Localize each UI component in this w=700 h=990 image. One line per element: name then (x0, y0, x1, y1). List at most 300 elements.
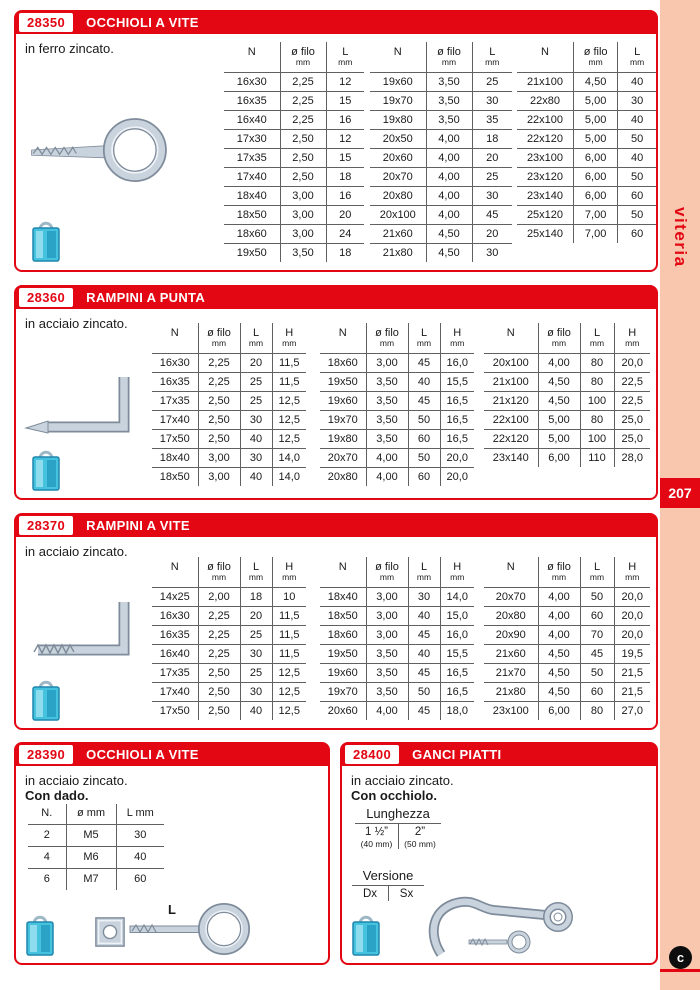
table-cell: 2,50 (280, 129, 326, 148)
table-cell: 25 (472, 72, 512, 91)
table-cell: 21x100 (517, 72, 573, 91)
section-title: OCCHIOLI A VITE (86, 747, 199, 762)
table-cell: 4,00 (426, 129, 472, 148)
table-cell: 80 (580, 372, 614, 391)
table-cell: 19x50 (320, 372, 366, 391)
section-28370 (14, 513, 658, 730)
table-cell: 3,00 (366, 353, 408, 372)
table-cell: 2,50 (198, 391, 240, 410)
table-cell: 18x50 (224, 205, 280, 224)
table-cell: 3,00 (280, 205, 326, 224)
table-cell: 16x30 (224, 72, 280, 91)
table-cell: 20 (326, 205, 364, 224)
table-row (320, 587, 474, 606)
table-row (370, 186, 512, 205)
pointed-hook-icon (24, 367, 149, 457)
table-cell: 16 (326, 186, 364, 205)
table-cell: 60 (580, 606, 614, 625)
version-option: Sx (388, 886, 424, 901)
column-header: N (170, 327, 179, 339)
table-cell: 4,50 (426, 224, 472, 243)
table-header-row (152, 557, 306, 587)
table-cell: 20 (240, 353, 272, 372)
section-title: RAMPINI A PUNTA (86, 290, 206, 305)
table-cell: 21x70 (484, 663, 538, 682)
package-icon (350, 912, 382, 963)
table-cell: 20,0 (614, 606, 650, 625)
table-row (320, 467, 474, 486)
table-row (152, 606, 306, 625)
column-header: ø filo mm (366, 557, 408, 587)
table-row (320, 606, 474, 625)
table-cell: 20x90 (484, 625, 538, 644)
table-cell: 25,0 (614, 410, 650, 429)
table-cell: 7,00 (573, 224, 617, 243)
table-row (224, 72, 364, 91)
section-28360 (14, 285, 658, 500)
table-row (320, 625, 474, 644)
table-cell: 12,5 (272, 391, 306, 410)
table-cell: 14,0 (272, 467, 306, 486)
table-row (484, 663, 650, 682)
table-row (28, 824, 164, 846)
section-note: Con dado. (25, 788, 89, 803)
table-cell: 22x100 (517, 110, 573, 129)
table-cell: 45 (408, 353, 440, 372)
table-cell: 50 (408, 410, 440, 429)
column-header: ø mm (66, 804, 116, 824)
table-cell: 80 (580, 701, 614, 720)
table-cell: 3,50 (366, 410, 408, 429)
section-header-bar (15, 514, 657, 537)
table-cell: 3,00 (198, 467, 240, 486)
table-header-row (152, 323, 306, 353)
table-header-row (224, 42, 364, 72)
table-cell: 40 (408, 606, 440, 625)
table-cell: 6,00 (538, 701, 580, 720)
table-row (224, 110, 364, 129)
table-cell: 18x50 (320, 606, 366, 625)
table-row (320, 391, 474, 410)
column-header: ø filo mm (538, 557, 580, 587)
column-header: ø filo mm (538, 323, 580, 353)
table-row (320, 353, 474, 372)
table-cell: 5,00 (573, 91, 617, 110)
table-cell: 17x40 (152, 682, 198, 701)
table-cell: 19x50 (320, 644, 366, 663)
table-cell: 5,00 (573, 129, 617, 148)
table-cell: 6 (28, 868, 66, 890)
section-code: 28360 (19, 288, 73, 307)
table-row (224, 205, 364, 224)
table-cell: 21,5 (614, 682, 650, 701)
table-row (320, 429, 474, 448)
table-cell: 4,50 (538, 644, 580, 663)
table-row (28, 846, 164, 868)
table-row (517, 110, 656, 129)
table-cell: 20,0 (614, 625, 650, 644)
table-header-row (517, 42, 656, 72)
table-cell: 25 (472, 167, 512, 186)
table-cell: 2,25 (280, 110, 326, 129)
table-cell: 60 (580, 682, 614, 701)
table-cell: 19,5 (614, 644, 650, 663)
table-cell: 3,50 (366, 682, 408, 701)
section-28400 (340, 742, 658, 965)
table-cell: 19x80 (320, 429, 366, 448)
table-cell: 60 (618, 224, 656, 243)
table-cell: 100 (580, 391, 614, 410)
table-cell: 3,00 (280, 224, 326, 243)
column-header: L mm (240, 557, 272, 587)
table-row (370, 224, 512, 243)
table-cell: 15,5 (440, 372, 474, 391)
category-sidebar (660, 0, 700, 990)
column-header: H mm (440, 557, 474, 587)
table-cell: 70 (580, 625, 614, 644)
length-dimension-label: L (168, 902, 176, 917)
table-cell: 6,00 (573, 167, 617, 186)
table-cell: 2,50 (198, 663, 240, 682)
table-cell: 20,0 (440, 448, 474, 467)
table-cell: 40 (618, 110, 656, 129)
table-cell: 18x60 (320, 625, 366, 644)
table-cell: 4,00 (538, 587, 580, 606)
version-options-label: Versione (352, 868, 424, 886)
table-row (152, 391, 306, 410)
table-row (370, 205, 512, 224)
table-cell: 21x80 (484, 682, 538, 701)
table-row (370, 148, 512, 167)
table-cell: 19x80 (370, 110, 426, 129)
table-cell: 18x60 (320, 353, 366, 372)
table-cell: 11,5 (272, 353, 306, 372)
table-cell: 21,5 (614, 663, 650, 682)
table-row (484, 701, 650, 720)
table-row (320, 663, 474, 682)
table-row (152, 644, 306, 663)
column-header: N (393, 46, 402, 58)
table-cell: 12,5 (272, 429, 306, 448)
column-header: N (506, 327, 515, 339)
table-cell: 40 (618, 148, 656, 167)
table-row (370, 129, 512, 148)
table-cell: 20x80 (484, 606, 538, 625)
table-cell: 19x60 (320, 391, 366, 410)
table-cell: 2,50 (198, 410, 240, 429)
table-cell: 3,00 (366, 606, 408, 625)
table-row (152, 353, 306, 372)
table-cell: 4 (28, 846, 66, 868)
table-cell: 17x40 (152, 410, 198, 429)
table-cell: 17x50 (152, 429, 198, 448)
table-row (224, 243, 364, 262)
column-header: L mm (240, 323, 272, 353)
table-cell: 45 (580, 644, 614, 663)
table-cell: 20x60 (370, 148, 426, 167)
table-row (28, 868, 164, 890)
table-row (517, 167, 656, 186)
table-cell: 19x60 (320, 663, 366, 682)
section-subtitle: in acciaio zincato. (25, 773, 128, 788)
table-cell: 23x120 (517, 167, 573, 186)
section-28350 (14, 10, 658, 272)
table-row (484, 353, 650, 372)
table-cell: 16x30 (152, 353, 198, 372)
table-cell: 45 (472, 205, 512, 224)
page-number: 207 (660, 478, 700, 508)
table-cell: 18x50 (152, 467, 198, 486)
table-cell: 17x50 (152, 701, 198, 720)
table-cell: 4,00 (538, 606, 580, 625)
table-row (370, 243, 512, 262)
spec-table (152, 323, 306, 486)
table-cell: 40 (240, 429, 272, 448)
table-cell: 5,00 (573, 110, 617, 129)
table-cell: 23x140 (517, 186, 573, 205)
column-header: ø filo mm (366, 323, 408, 353)
section-subtitle: in acciaio zincato. (25, 316, 128, 331)
table-header-row (370, 42, 512, 72)
table-cell: 30 (408, 587, 440, 606)
table-cell: 60 (116, 868, 164, 890)
table-row (224, 224, 364, 243)
table-cell: 7,00 (573, 205, 617, 224)
table-cell: 12,5 (272, 410, 306, 429)
table-cell: 25 (240, 625, 272, 644)
table-cell: 20 (472, 148, 512, 167)
table-row (484, 682, 650, 701)
package-icon (30, 447, 62, 498)
table-cell: 19x50 (224, 243, 280, 262)
table-cell: 11,5 (272, 625, 306, 644)
table-cell: 30 (618, 91, 656, 110)
table-row (484, 410, 650, 429)
table-cell: 20x60 (320, 701, 366, 720)
table-cell: 3,50 (366, 372, 408, 391)
table-cell: 24 (326, 224, 364, 243)
column-header: L mm (580, 323, 614, 353)
table-cell: 30 (472, 91, 512, 110)
column-header: N (506, 561, 515, 573)
table-cell: 30 (240, 448, 272, 467)
table-cell: 21x60 (370, 224, 426, 243)
table-row (152, 587, 306, 606)
table-cell: 21x100 (484, 372, 538, 391)
column-header: N (338, 561, 347, 573)
table-row (152, 429, 306, 448)
table-cell: M6 (66, 846, 116, 868)
table-row (320, 448, 474, 467)
table-cell: 3,50 (366, 663, 408, 682)
section-header-bar (341, 743, 657, 766)
table-cell: 5,00 (538, 429, 580, 448)
table-row (224, 167, 364, 186)
table-cell: 12,5 (272, 663, 306, 682)
table-row (152, 663, 306, 682)
table-row (152, 410, 306, 429)
table-cell: 50 (408, 682, 440, 701)
package-icon (30, 218, 62, 269)
table-cell: 18 (240, 587, 272, 606)
table-cell: 4,00 (366, 701, 408, 720)
version-option: Dx (362, 888, 378, 900)
table-cell: 50 (618, 205, 656, 224)
column-header: ø filo mm (573, 42, 617, 72)
table-cell: 2,25 (198, 606, 240, 625)
table-cell: 16,5 (440, 410, 474, 429)
column-header: H mm (614, 557, 650, 587)
table-cell: 15,0 (440, 606, 474, 625)
eye-screw-icon (24, 115, 174, 190)
table-cell: 17x35 (152, 391, 198, 410)
table-cell: 60 (408, 467, 440, 486)
table-cell: 20x100 (370, 205, 426, 224)
table-cell: 6,00 (573, 148, 617, 167)
section-code: 28400 (345, 745, 399, 764)
table-cell: 15 (326, 91, 364, 110)
table-cell: 16x35 (152, 625, 198, 644)
table-cell: 25 (240, 663, 272, 682)
screw-hook-icon (24, 590, 149, 680)
table-cell: 20 (240, 606, 272, 625)
table-cell: 23x100 (484, 701, 538, 720)
length-options (355, 806, 441, 849)
column-header: ø filo mm (198, 323, 240, 353)
table-cell: 27,0 (614, 701, 650, 720)
spec-table (484, 557, 650, 720)
column-header: N (247, 46, 256, 58)
table-cell: 28,0 (614, 448, 650, 467)
table-cell: 16,0 (440, 625, 474, 644)
table-cell: 50 (618, 129, 656, 148)
table-cell: 4,50 (538, 391, 580, 410)
table-cell: 14x25 (152, 587, 198, 606)
section-code: 28370 (19, 516, 73, 535)
table-cell: 60 (408, 429, 440, 448)
table-cell: 14,0 (272, 448, 306, 467)
section-header-bar (15, 743, 329, 766)
table-cell: 6,00 (573, 186, 617, 205)
table-cell: 40 (408, 644, 440, 663)
table-row (517, 148, 656, 167)
table-cell: 10 (272, 587, 306, 606)
table-cell: 19x70 (320, 682, 366, 701)
table-cell: 80 (580, 353, 614, 372)
table-row (152, 467, 306, 486)
table-cell: 3,50 (280, 243, 326, 262)
table-cell: 19x70 (320, 410, 366, 429)
table-cell: 16,5 (440, 682, 474, 701)
column-header: L mm (116, 804, 164, 824)
table-cell: 30 (472, 186, 512, 205)
table-cell: 16,5 (440, 663, 474, 682)
table-cell: 40 (618, 72, 656, 91)
spec-table (484, 323, 650, 467)
section-title: RAMPINI A VITE (86, 518, 190, 533)
table-cell: 15 (326, 148, 364, 167)
table-cell: 100 (580, 429, 614, 448)
table-cell: 12 (326, 129, 364, 148)
table-cell: 18x40 (152, 448, 198, 467)
table-row (320, 682, 474, 701)
section-title: GANCI PIATTI (412, 747, 502, 762)
table-row (484, 391, 650, 410)
brand-logo-icon: c (669, 946, 692, 969)
table-cell: 45 (408, 625, 440, 644)
column-header: ø filo mm (426, 42, 472, 72)
table-row (152, 448, 306, 467)
table-cell: 16x30 (152, 606, 198, 625)
flat-hook-icon (427, 884, 587, 969)
table-row (370, 91, 512, 110)
table-cell: 17x30 (224, 129, 280, 148)
table-row (320, 701, 474, 720)
table-cell: 21x80 (370, 243, 426, 262)
table-cell: 16x40 (224, 110, 280, 129)
table-row (517, 72, 656, 91)
table-cell: 4,00 (426, 186, 472, 205)
table-cell: 35 (472, 110, 512, 129)
package-icon (24, 912, 56, 963)
table-cell: 22x120 (484, 429, 538, 448)
table-cell: 40 (116, 846, 164, 868)
table-cell: 4,50 (538, 682, 580, 701)
table-cell: 20,0 (614, 353, 650, 372)
table-cell: M7 (66, 868, 116, 890)
table-row (484, 429, 650, 448)
table-row (484, 644, 650, 663)
table-cell: 2 (28, 824, 66, 846)
table-cell: 3,50 (366, 391, 408, 410)
table-cell: 4,50 (573, 72, 617, 91)
table-cell: M5 (66, 824, 116, 846)
table-row (370, 72, 512, 91)
table-cell: 45 (408, 663, 440, 682)
table-cell: 4,00 (538, 353, 580, 372)
table-cell: 17x35 (152, 663, 198, 682)
column-header: N (170, 561, 179, 573)
table-cell: 14,0 (440, 587, 474, 606)
table-cell: 3,00 (198, 448, 240, 467)
table-cell: 2,50 (280, 148, 326, 167)
table-cell: 2,50 (198, 682, 240, 701)
spec-table (320, 323, 474, 486)
section-code: 28350 (19, 13, 73, 32)
section-subtitle: in ferro zincato. (25, 41, 114, 56)
table-header-row (484, 323, 650, 353)
table-row (152, 372, 306, 391)
table-cell: 30 (240, 410, 272, 429)
table-cell: 2,00 (198, 587, 240, 606)
table-row (517, 91, 656, 110)
table-cell: 12 (326, 72, 364, 91)
table-cell: 3,00 (366, 587, 408, 606)
table-cell: 17x40 (224, 167, 280, 186)
table-cell: 3,50 (426, 72, 472, 91)
table-row (484, 625, 650, 644)
table-cell: 40 (240, 701, 272, 720)
table-cell: 12,5 (272, 701, 306, 720)
table-cell: 3,00 (366, 625, 408, 644)
table-cell: 4,00 (366, 448, 408, 467)
column-header: ø filo mm (198, 557, 240, 587)
column-header: ø filo mm (280, 42, 326, 72)
table-row (320, 410, 474, 429)
table-cell: 25x140 (517, 224, 573, 243)
table-row (224, 148, 364, 167)
table-cell: 2,25 (198, 372, 240, 391)
